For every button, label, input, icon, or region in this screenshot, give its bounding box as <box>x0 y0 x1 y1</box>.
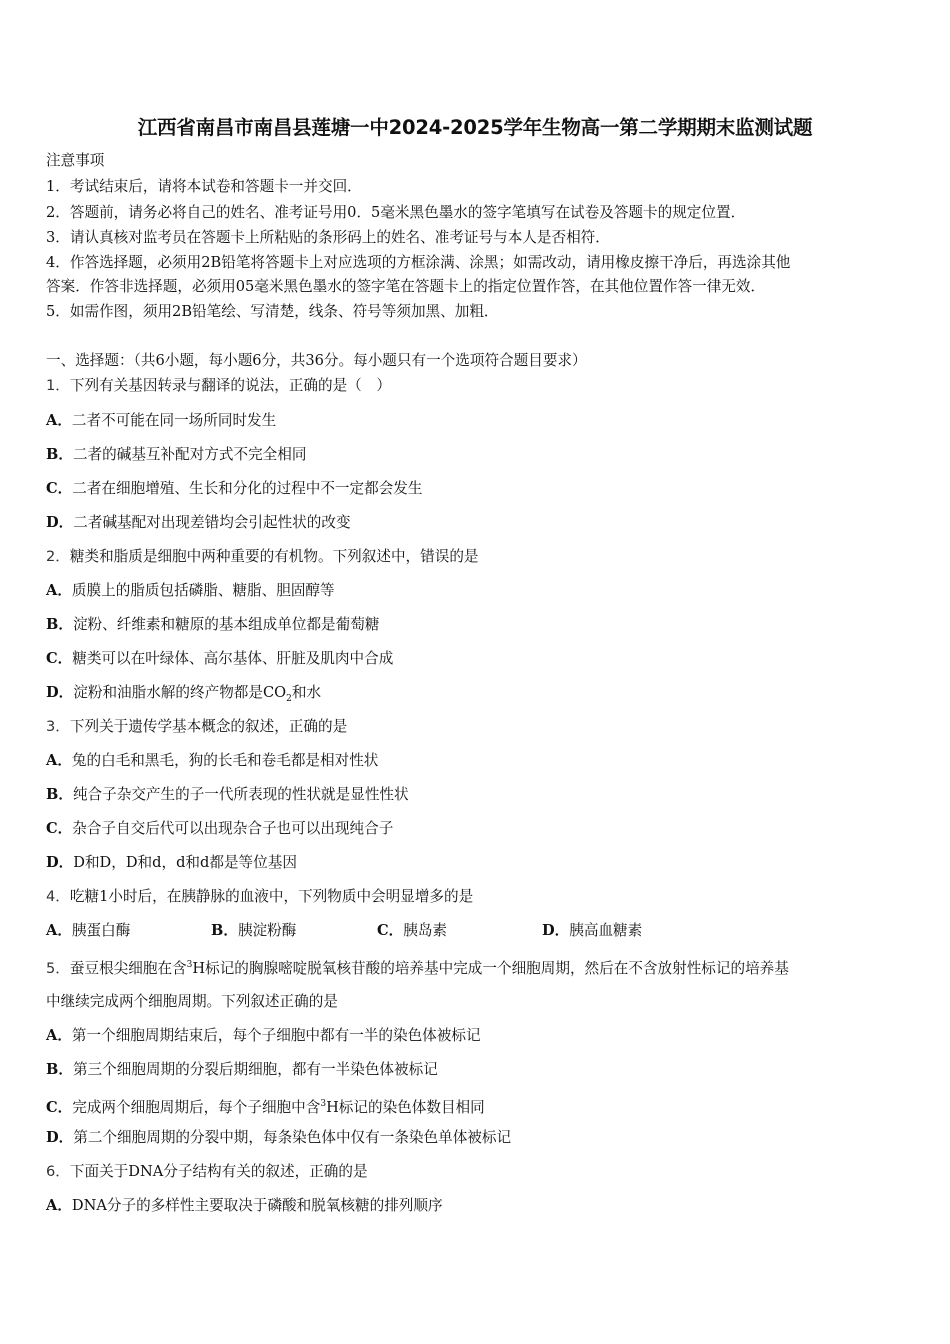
option-a: A．兔的白毛和黑毛，狗的长毛和卷毛都是相对性状 <box>46 752 379 769</box>
option-c: C．胰岛素 <box>377 922 448 939</box>
option-a: A．胰蛋白酶 <box>46 922 131 939</box>
question-stem-continued: 中继续完成两个细胞周期。下列叙述正确的是 <box>46 993 338 1010</box>
notice-item: 1．考试结束后，请将本试卷和答题卡一并交回． <box>46 178 362 195</box>
question-stem <box>46 1162 368 1182</box>
option-d: D．淀粉和油脂水解的终产物都是$CO_2$和水 <box>46 684 322 704</box>
question-stem <box>46 717 347 737</box>
option-a: A．质膜上的脂质包括磷脂、糖脂、胆固醇等 <box>46 582 335 599</box>
notice-item: 4．作答选择题，必须用2B铅笔将答题卡上对应选项的方框涂满、涂黑；如需改动，请用橡皮擦干净后，再选涂其他 <box>46 254 791 271</box>
notice-item: 2．答题前，请务必将自己的姓名、准考证号用0．5毫米黑色墨水的签字笔填写在试卷及答题卡的规定位置． <box>46 204 746 221</box>
question-text: 下列有关基因转录与翻译的说法，正确的是（ ） <box>69 377 391 394</box>
option-b: B．纯合子杂交产生的子一代所表现的性状就是显性性状 <box>46 786 409 803</box>
option-a: A．第一个细胞周期结束后，每个子细胞中都有一半的染色体被标记 <box>46 1027 481 1044</box>
question-text: 下面关于DNA分子结构有关的叙述，正确的是 <box>69 1163 368 1180</box>
option-a: A．二者不可能在同一场所同时发生 <box>46 412 277 429</box>
question-number: 1． <box>46 377 70 394</box>
option-b: B．二者的碱基互补配对方式不完全相同 <box>46 446 307 463</box>
notice-item: 5．如需作图，须用2B铅笔绘、写清楚，线条、符号等须加黑、加粗． <box>46 303 499 320</box>
page-title: 江西省南昌市南昌县莲塘一中2024-2025学年生物高一第二学期期末监测试题 <box>137 116 813 139</box>
question-text: 糖类和脂质是细胞中两种重要的有机物。下列叙述中，错误的是 <box>69 548 479 565</box>
question-text: 吃糖1小时后，在胰静脉的血液中，下列物质中会明显增多的是 <box>69 888 474 905</box>
question-number: 3． <box>46 718 70 735</box>
question-text: 下列关于遗传学基本概念的叙述，正确的是 <box>69 718 348 735</box>
section-heading: 一、选择题：（共6小题，每小题6分，共36分。每小题只有一个选项符合题目要求） <box>46 352 587 369</box>
option-a: A．DNA分子的多样性主要取决于磷酸和脱氧核糖的排列顺序 <box>46 1197 443 1214</box>
question-stem: 5．蚕豆根尖细胞在含$^3$H标记的胸腺嘧啶脱氧核苷酸的培养基中完成一个细胞周期，然后在不含放射性标记的培养基 <box>46 959 789 977</box>
option-d: D．D和D，D和d，d和d都是等位基因 <box>46 854 297 871</box>
option-b: B．胰淀粉酶 <box>211 922 297 939</box>
question-stem <box>46 547 479 567</box>
option-d: D．二者碱基配对出现差错均会引起性状的改变 <box>46 514 351 531</box>
question-stem <box>46 887 473 907</box>
notice-heading: 注意事项 <box>46 152 105 169</box>
option-d: D．胰高血糖素 <box>542 922 643 939</box>
question-stem <box>46 376 391 396</box>
question-number: 5． <box>46 959 70 977</box>
question-number: 4． <box>46 888 70 905</box>
option-c: C．杂合子自交后代可以出现杂合子也可以出现纯合子 <box>46 820 394 837</box>
option-d: D．第二个细胞周期的分裂中期，每条染色体中仅有一条染色单体被标记 <box>46 1129 512 1146</box>
notice-item: 3．请认真核对监考员在答题卡上所粘贴的条形码上的姓名、准考证号与本人是否相符． <box>46 229 610 246</box>
option-c: C．完成两个细胞周期后，每个子细胞中含$^3$H标记的染色体数目相同 <box>46 1098 485 1116</box>
option-b: B．淀粉、纤维素和糖原的基本组成单位都是葡萄糖 <box>46 616 380 633</box>
question-number: 6． <box>46 1163 70 1180</box>
question-number: 2． <box>46 548 70 565</box>
option-c: C．二者在细胞增殖、生长和分化的过程中不一定都会发生 <box>46 480 423 497</box>
notice-item: 答案．作答非选择题，必须用05毫米黑色墨水的签字笔在答题卡上的指定位置作答，在其他位置作答一律无效． <box>46 278 766 295</box>
option-c: C．糖类可以在叶绿体、高尔基体、肝脏及肌肉中合成 <box>46 650 394 667</box>
option-b: B．第三个细胞周期的分裂后期细胞，都有一半染色体被标记 <box>46 1061 438 1078</box>
